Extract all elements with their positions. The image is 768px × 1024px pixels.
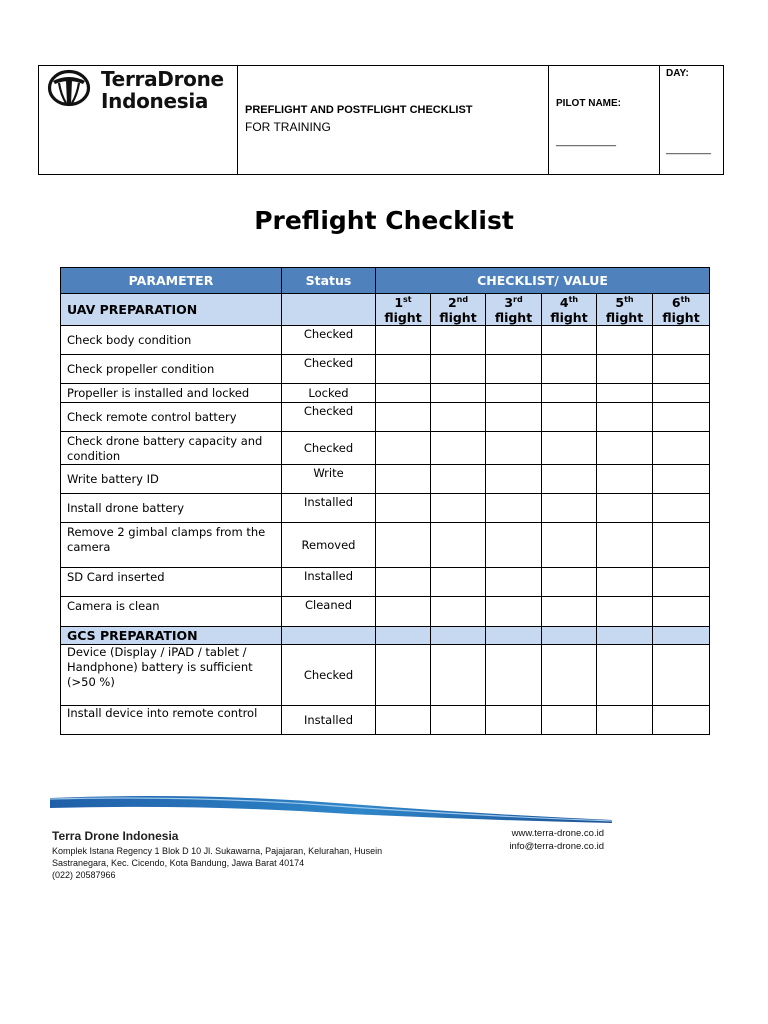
status-cell: Checked (282, 432, 376, 465)
status-cell: Installed (282, 494, 376, 523)
check-cell[interactable] (431, 326, 486, 355)
check-cell[interactable] (376, 384, 431, 403)
check-cell[interactable] (376, 645, 431, 706)
param-cell: Camera is clean (61, 597, 282, 627)
check-cell[interactable] (431, 432, 486, 465)
section-title-uav: UAV PREPARATION (61, 294, 282, 326)
param-cell: Write battery ID (61, 465, 282, 494)
check-cell[interactable] (486, 432, 542, 465)
check-cell[interactable] (431, 706, 486, 735)
check-cell[interactable] (376, 706, 431, 735)
param-cell: Remove 2 gimbal clamps from the camera (61, 523, 282, 568)
check-cell[interactable] (653, 465, 710, 494)
check-cell[interactable] (542, 568, 597, 597)
check-cell[interactable] (431, 597, 486, 627)
check-cell[interactable] (431, 403, 486, 432)
column-header-checklist: CHECKLIST/ VALUE (376, 268, 710, 294)
check-cell[interactable] (542, 432, 597, 465)
table-row (61, 568, 710, 597)
status-cell: Checked (282, 645, 376, 706)
check-cell[interactable] (653, 597, 710, 627)
check-cell[interactable] (653, 355, 710, 384)
document-title: PREFLIGHT AND POSTFLIGHT CHECKLIST (245, 104, 473, 116)
table-row (61, 384, 710, 403)
footer-website-link[interactable]: www.terra-drone.co.id (511, 828, 604, 839)
section-row-uav (61, 294, 710, 326)
check-cell[interactable] (486, 523, 542, 568)
check-cell[interactable] (597, 403, 653, 432)
check-cell[interactable] (486, 494, 542, 523)
flight-header-6: 6th flight (653, 294, 710, 326)
check-cell[interactable] (486, 465, 542, 494)
column-header-status: Status (282, 268, 376, 294)
footer-phone: (022) 20587966 (52, 870, 116, 880)
check-cell[interactable] (653, 403, 710, 432)
param-cell: Check propeller condition (61, 355, 282, 384)
check-cell[interactable] (597, 597, 653, 627)
check-cell[interactable] (597, 355, 653, 384)
flight-header-4: 4th flight (542, 294, 597, 326)
check-cell[interactable] (653, 645, 710, 706)
day-cell[interactable] (660, 66, 724, 175)
check-cell[interactable] (597, 432, 653, 465)
pilot-name-cell[interactable] (549, 66, 660, 175)
status-cell: Removed (282, 523, 376, 568)
check-cell[interactable] (376, 432, 431, 465)
table-row (61, 465, 710, 494)
pilot-name-field[interactable]: ____________ (556, 136, 616, 147)
table-row (61, 494, 710, 523)
param-cell: Check remote control battery (61, 403, 282, 432)
footer-address-line1: Komplek Istana Regency 1 Blok D 10 Jl. Sukawarna, Pajajaran, Kelurahan, Husein (52, 846, 383, 856)
param-cell: Install device into remote control (61, 706, 282, 735)
footer-company-name: Terra Drone Indonesia (52, 829, 179, 843)
table-row (61, 523, 710, 568)
check-cell[interactable] (542, 465, 597, 494)
check-cell[interactable] (597, 326, 653, 355)
table-row (61, 645, 710, 706)
table-row (61, 403, 710, 432)
column-header-parameter: PARAMETER (61, 268, 282, 294)
status-cell: Locked (282, 384, 376, 403)
status-cell: Checked (282, 326, 376, 355)
company-name-line2: Indonesia (101, 89, 209, 113)
footer-address-line2: Sastranegara, Kec. Cicendo, Kota Bandung, Jawa Barat 40174 (52, 858, 305, 868)
preflight-checklist-table (60, 267, 710, 735)
check-cell[interactable] (486, 597, 542, 627)
check-cell[interactable] (376, 355, 431, 384)
param-cell: Device (Display / iPAD / tablet / Handphone) battery is sufficient (>50 %) (61, 645, 282, 706)
check-cell[interactable] (542, 597, 597, 627)
check-cell[interactable] (486, 706, 542, 735)
status-cell: Installed (282, 706, 376, 735)
check-cell[interactable] (486, 403, 542, 432)
check-cell[interactable] (376, 326, 431, 355)
check-cell[interactable] (486, 326, 542, 355)
param-cell: Check body condition (61, 326, 282, 355)
check-cell[interactable] (431, 465, 486, 494)
day-field[interactable]: _________ (666, 144, 711, 155)
section-row-gcs (61, 627, 710, 645)
check-cell[interactable] (653, 432, 710, 465)
check-cell[interactable] (486, 645, 542, 706)
flight-header-5: 5th flight (597, 294, 653, 326)
check-cell[interactable] (431, 384, 486, 403)
section-status-empty (282, 294, 376, 326)
check-cell[interactable] (486, 355, 542, 384)
check-cell[interactable] (542, 384, 597, 403)
check-cell[interactable] (376, 494, 431, 523)
document-header (38, 65, 724, 175)
check-cell[interactable] (431, 494, 486, 523)
check-cell[interactable] (542, 403, 597, 432)
check-cell[interactable] (653, 706, 710, 735)
status-cell: Cleaned (282, 597, 376, 627)
check-cell[interactable] (597, 465, 653, 494)
param-cell: Install drone battery (61, 494, 282, 523)
document-subtitle: FOR TRAINING (245, 120, 331, 134)
check-cell[interactable] (653, 568, 710, 597)
check-cell[interactable] (653, 326, 710, 355)
status-cell: Installed (282, 568, 376, 597)
footer-wave-graphic (50, 790, 615, 830)
check-cell[interactable] (653, 384, 710, 403)
param-cell: Propeller is installed and locked (61, 384, 282, 403)
check-cell[interactable] (597, 384, 653, 403)
check-cell[interactable] (597, 568, 653, 597)
table-row (61, 432, 710, 465)
company-name-line1: TerraDrone (101, 67, 224, 91)
table-row (61, 326, 710, 355)
flight-header-3: 3rd flight (486, 294, 542, 326)
check-cell[interactable] (376, 403, 431, 432)
check-cell[interactable] (431, 523, 486, 568)
flight-header-2: 2nd flight (431, 294, 486, 326)
check-cell[interactable] (376, 568, 431, 597)
check-cell[interactable] (597, 494, 653, 523)
check-cell[interactable] (653, 523, 710, 568)
check-cell[interactable] (542, 523, 597, 568)
table-row (61, 355, 710, 384)
terradrone-logo-icon (47, 69, 91, 107)
section-title-gcs: GCS PREPARATION (61, 627, 282, 645)
check-cell[interactable] (431, 645, 486, 706)
status-cell: Write (282, 465, 376, 494)
pilot-name-label: PILOT NAME: (556, 98, 621, 109)
logo-cell (39, 66, 238, 175)
check-cell[interactable] (376, 465, 431, 494)
check-cell[interactable] (376, 597, 431, 627)
check-cell[interactable] (542, 326, 597, 355)
day-label: DAY: (666, 68, 689, 79)
table-row (61, 597, 710, 627)
check-cell[interactable] (542, 355, 597, 384)
table-row (61, 706, 710, 735)
page-title: Preflight Checklist (254, 206, 514, 235)
check-cell[interactable] (542, 645, 597, 706)
check-cell[interactable] (431, 568, 486, 597)
footer-email-link[interactable]: info@terra-drone.co.id (509, 841, 604, 852)
title-cell (238, 66, 549, 175)
company-logo (47, 68, 224, 112)
check-cell[interactable] (597, 645, 653, 706)
param-cell: SD Card inserted (61, 568, 282, 597)
status-cell: Checked (282, 403, 376, 432)
table-header-row (61, 268, 710, 294)
check-cell[interactable] (376, 523, 431, 568)
check-cell[interactable] (597, 523, 653, 568)
check-cell[interactable] (653, 494, 710, 523)
check-cell[interactable] (542, 494, 597, 523)
status-cell: Checked (282, 355, 376, 384)
check-cell[interactable] (542, 706, 597, 735)
check-cell[interactable] (597, 706, 653, 735)
check-cell[interactable] (431, 355, 486, 384)
param-cell: Check drone battery capacity and condition (61, 432, 282, 465)
flight-header-1: 1st flight (376, 294, 431, 326)
check-cell[interactable] (486, 568, 542, 597)
check-cell[interactable] (486, 384, 542, 403)
